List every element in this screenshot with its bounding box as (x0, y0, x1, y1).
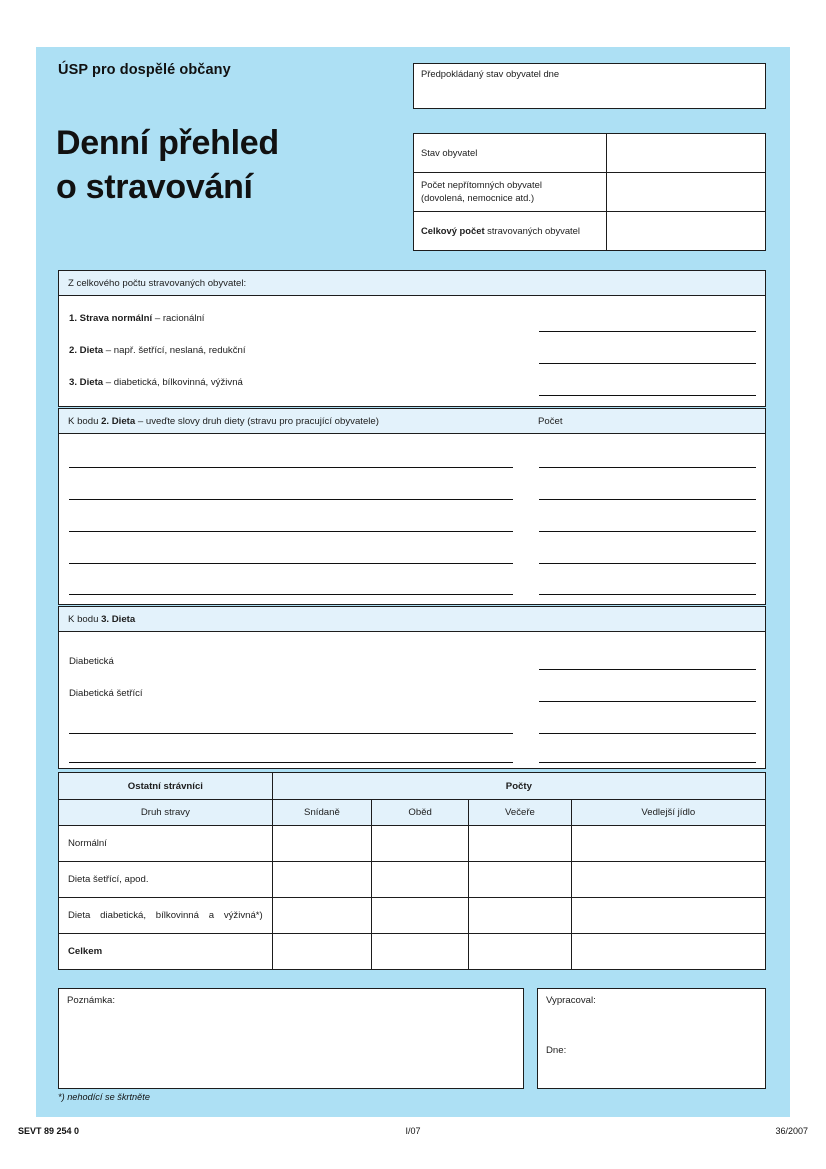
diet3-count-line-3[interactable] (539, 733, 756, 734)
page-title-line-2: o stravování (56, 167, 253, 206)
section-diet2-heading-rest: – uveďte slovy druh diety (stravu pro pracující obyvatele) (135, 416, 379, 427)
row-label-total: Celkem (59, 934, 273, 970)
absent-residents-label-line-2: (dovolená, nemocnice atd.) (421, 192, 535, 203)
page-footer (0, 1126, 826, 1144)
cell-total-breakfast[interactable] (272, 934, 371, 970)
resident-state-label: Stav obyvatel (414, 134, 607, 173)
meal-type-label-diet3-rest: – diabetická, bílkovinná, výživná (103, 377, 243, 388)
cell-diabetic-diet-lunch[interactable] (372, 898, 469, 934)
section-meal-breakdown-heading: Z celkového počtu stravovaných obyvatel: (59, 271, 765, 296)
meal-type-row-normal (59, 313, 767, 345)
section-diet2-heading-bold: 2. Dieta (101, 416, 136, 427)
meal-count-line-normal[interactable] (539, 331, 756, 332)
table-subheader-row (59, 800, 766, 826)
section-diet2-heading-pre: K bodu (68, 416, 102, 427)
form-code: SEVT 89 254 0 (18, 1126, 80, 1136)
meal-count-line-diet2[interactable] (539, 363, 756, 364)
cell-light-diet-breakfast[interactable] (272, 862, 371, 898)
note-label: Poznámka: (67, 995, 115, 1006)
meal-type-row-diet3 (59, 377, 767, 409)
table-row (59, 826, 766, 862)
cell-normal-breakfast[interactable] (272, 826, 371, 862)
footnote-text: *) nehodící se škrtněte (58, 1092, 150, 1102)
diet3-count-line-4[interactable] (539, 762, 756, 763)
page-title (56, 122, 396, 209)
section-diet2-detail (58, 408, 766, 605)
prepared-by-label: Vypracoval: (546, 995, 596, 1006)
meal-type-label-diet3-bold: 3. Dieta (69, 377, 104, 388)
meal-type-label-normal (69, 313, 204, 324)
row-label-normal: Normální (59, 826, 273, 862)
table-row (59, 898, 766, 934)
absent-residents-input[interactable] (606, 173, 765, 212)
diet3-name-line-3[interactable] (69, 733, 513, 734)
row-label-diabetic-diet: Dieta diabetická, bílkovinná a výživná*) (59, 898, 273, 934)
table-row (414, 173, 766, 212)
diet2-count-line-2[interactable] (539, 499, 756, 500)
form-edition: I/07 (405, 1126, 421, 1136)
diet2-name-line-1[interactable] (69, 467, 513, 468)
meal-type-row-diet2 (59, 345, 767, 377)
column-header-side-meal: Vedlejší jídlo (571, 800, 765, 826)
organization-title: ÚSP pro dospělé občany (58, 62, 231, 78)
total-boarded-residents-label-rest: stravovaných obyvatel (484, 224, 580, 236)
cell-total-lunch[interactable] (372, 934, 469, 970)
meal-type-label-diet2-rest: – např. šetřící, neslaná, redukční (103, 345, 246, 356)
diet3-count-line-diabetic-light[interactable] (539, 701, 756, 702)
meal-type-label-diet2-bold: 2. Dieta (69, 345, 104, 356)
resident-state-input[interactable] (606, 134, 765, 173)
meal-type-label-normal-bold: 1. Strava normální (69, 313, 153, 324)
column-header-dinner: Večeře (469, 800, 571, 826)
table-row (59, 934, 766, 970)
diet2-name-line-4[interactable] (69, 563, 513, 564)
diet3-label-diabetic: Diabetická (69, 656, 114, 667)
absent-residents-label-line-1: Počet nepřítomných obyvatel (421, 179, 542, 191)
cell-diabetic-diet-dinner[interactable] (469, 898, 571, 934)
cell-light-diet-lunch[interactable] (372, 862, 469, 898)
diet2-count-line-1[interactable] (539, 467, 756, 468)
cell-total-side-meal[interactable] (571, 934, 765, 970)
diet2-name-line-5[interactable] (69, 594, 513, 595)
cell-normal-lunch[interactable] (372, 826, 469, 862)
table-row (59, 862, 766, 898)
cell-diabetic-diet-breakfast[interactable] (272, 898, 371, 934)
section-diet3-heading-pre: K bodu (68, 614, 102, 625)
prepared-by-box[interactable] (537, 988, 766, 1089)
diet3-count-line-diabetic[interactable] (539, 669, 756, 670)
total-boarded-residents-label (414, 212, 607, 251)
resident-counts-table (413, 133, 766, 251)
total-boarded-residents-input[interactable] (606, 212, 765, 251)
cell-diabetic-diet-side-meal[interactable] (571, 898, 765, 934)
note-box[interactable] (58, 988, 524, 1089)
diet2-count-line-4[interactable] (539, 563, 756, 564)
diet3-name-line-4[interactable] (69, 762, 513, 763)
section-diet2-count-column-label: Počet (538, 416, 563, 427)
table-row (414, 134, 766, 173)
diet2-name-line-2[interactable] (69, 499, 513, 500)
other-diners-header: Ostatní strávníci (59, 773, 273, 800)
cell-normal-dinner[interactable] (469, 826, 571, 862)
meal-type-label-diet3 (69, 377, 243, 388)
meal-count-line-diet3[interactable] (539, 395, 756, 396)
cell-light-diet-side-meal[interactable] (571, 862, 765, 898)
section-diet3-detail (58, 606, 766, 769)
column-header-lunch: Oběd (372, 800, 469, 826)
diet2-count-line-5[interactable] (539, 594, 756, 595)
prepared-date-label: Dne: (546, 1045, 567, 1056)
section-meal-breakdown (58, 270, 766, 407)
cell-total-dinner[interactable] (469, 934, 571, 970)
counts-header: Počty (272, 773, 765, 800)
column-header-meal-type: Druh stravy (59, 800, 273, 826)
section-diet3-heading-bold: 3. Dieta (101, 614, 136, 625)
row-label-light-diet: Dieta šetřící, apod. (59, 862, 273, 898)
expected-resident-state-date-label: Předpokládaný stav obyvatel dne (421, 68, 560, 79)
table-row (414, 212, 766, 251)
diet2-name-line-3[interactable] (69, 531, 513, 532)
table-header-row (59, 773, 766, 800)
column-header-breakfast: Snídaně (272, 800, 371, 826)
diet2-count-line-3[interactable] (539, 531, 756, 532)
page-title-line-1: Denní přehled (56, 124, 279, 162)
diet3-label-diabetic-light: Diabetická šetřící (69, 688, 143, 699)
meal-type-label-normal-rest: – racionální (152, 313, 205, 324)
section-diet2-heading (59, 409, 765, 434)
meal-type-label-diet2 (69, 345, 246, 356)
other-diners-table (58, 772, 766, 970)
form-number: 36/2007 (775, 1126, 808, 1136)
cell-light-diet-dinner[interactable] (469, 862, 571, 898)
total-boarded-residents-label-bold: Celkový počet (421, 224, 485, 236)
expected-resident-state-date-box[interactable] (413, 63, 766, 109)
cell-normal-side-meal[interactable] (571, 826, 765, 862)
absent-residents-label (414, 173, 607, 212)
section-diet3-heading (59, 607, 765, 632)
